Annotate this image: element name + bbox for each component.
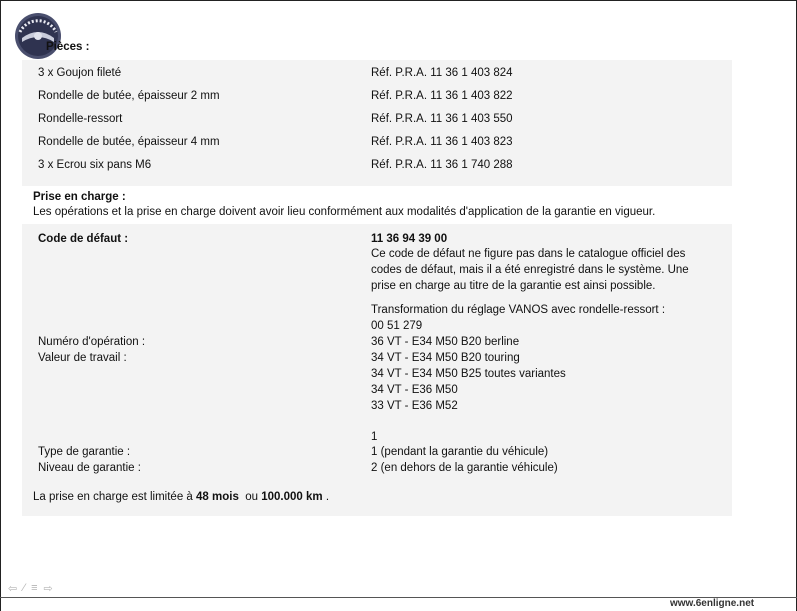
limite-months: 48 mois (196, 491, 239, 503)
travail-value: 33 VT - E36 M52 (371, 400, 458, 412)
piece-name: 3 x Ecrou six pans M6 (38, 159, 152, 171)
transformation-text: Transformation du réglage VANOS avec rondelle-ressort : (371, 304, 666, 316)
prise-heading: Prise en charge : (33, 191, 126, 203)
next-arrow-icon[interactable]: ⇨ (43, 583, 53, 595)
travail-value: 34 VT - E34 M50 B25 toutes variantes (371, 368, 566, 380)
travail-value: 34 VT - E34 M50 B20 touring (371, 352, 520, 364)
niveau-label: Niveau de garantie : (38, 462, 141, 474)
edit-icon[interactable]: ⁄ (23, 582, 26, 594)
defaut-desc-line: codes de défaut, mais il a été enregistré dans le système. Une (371, 264, 689, 276)
travail-label: Valeur de travail : (38, 352, 127, 364)
piece-ref: Réf. P.R.A. 11 36 1 403 550 (371, 113, 513, 125)
limite-suffix: . (322, 491, 330, 503)
type-label: Type de garantie : (38, 446, 131, 458)
limite-text (33, 491, 329, 503)
type-value: 1 (371, 431, 378, 443)
piece-ref: Réf. P.R.A. 11 36 1 403 824 (371, 67, 513, 79)
piece-name: Rondelle-ressort (38, 113, 123, 125)
defaut-label: Code de défaut : (38, 233, 129, 245)
type-note: 1 (pendant la garantie du véhicule) (371, 446, 549, 458)
frame-top-border (0, 0, 797, 1)
travail-value: 36 VT - E34 M50 B20 berline (371, 336, 520, 348)
piece-name: Rondelle de butée, épaisseur 4 mm (38, 136, 220, 148)
defaut-desc-line: Ce code de défaut ne figure pas dans le catalogue officiel des (371, 248, 686, 260)
defaut-desc-line: prise en charge au titre de la garantie est ainsi possible. (371, 280, 656, 292)
piece-name: Rondelle de butée, épaisseur 2 mm (38, 90, 220, 102)
niveau-value: 2 (en dehors de la garantie véhicule) (371, 462, 558, 474)
limite-mid: ou (238, 491, 262, 503)
limite-prefix: La prise en charge est limitée à (33, 491, 197, 503)
operation-label: Numéro d'opération : (38, 336, 146, 348)
piece-ref: Réf. P.R.A. 11 36 1 403 822 (371, 90, 513, 102)
footer-url[interactable]: www.6enligne.net (670, 598, 755, 609)
menu-icon[interactable]: ≡ (31, 582, 38, 594)
travail-value: 34 VT - E36 M50 (371, 384, 458, 396)
defaut-panel (22, 224, 732, 516)
pieces-heading: Pièces : (46, 41, 90, 53)
page-navigation (8, 582, 53, 595)
prev-arrow-icon[interactable]: ⇦ (8, 583, 18, 595)
pieces-panel (22, 60, 732, 186)
prise-text: Les opérations et la prise en charge doivent avoir lieu conformément aux modalités d'application de la garantie en vigueur. (33, 206, 656, 218)
piece-ref: Réf. P.R.A. 11 36 1 740 288 (371, 159, 513, 171)
piece-name: 3 x Goujon fileté (38, 67, 122, 79)
piece-ref: Réf. P.R.A. 11 36 1 403 823 (371, 136, 513, 148)
defaut-code: 11 36 94 39 00 (371, 233, 448, 245)
limite-km: 100.000 km (261, 491, 323, 503)
frame-left-border (0, 0, 1, 611)
operation-value: 00 51 279 (371, 320, 423, 332)
